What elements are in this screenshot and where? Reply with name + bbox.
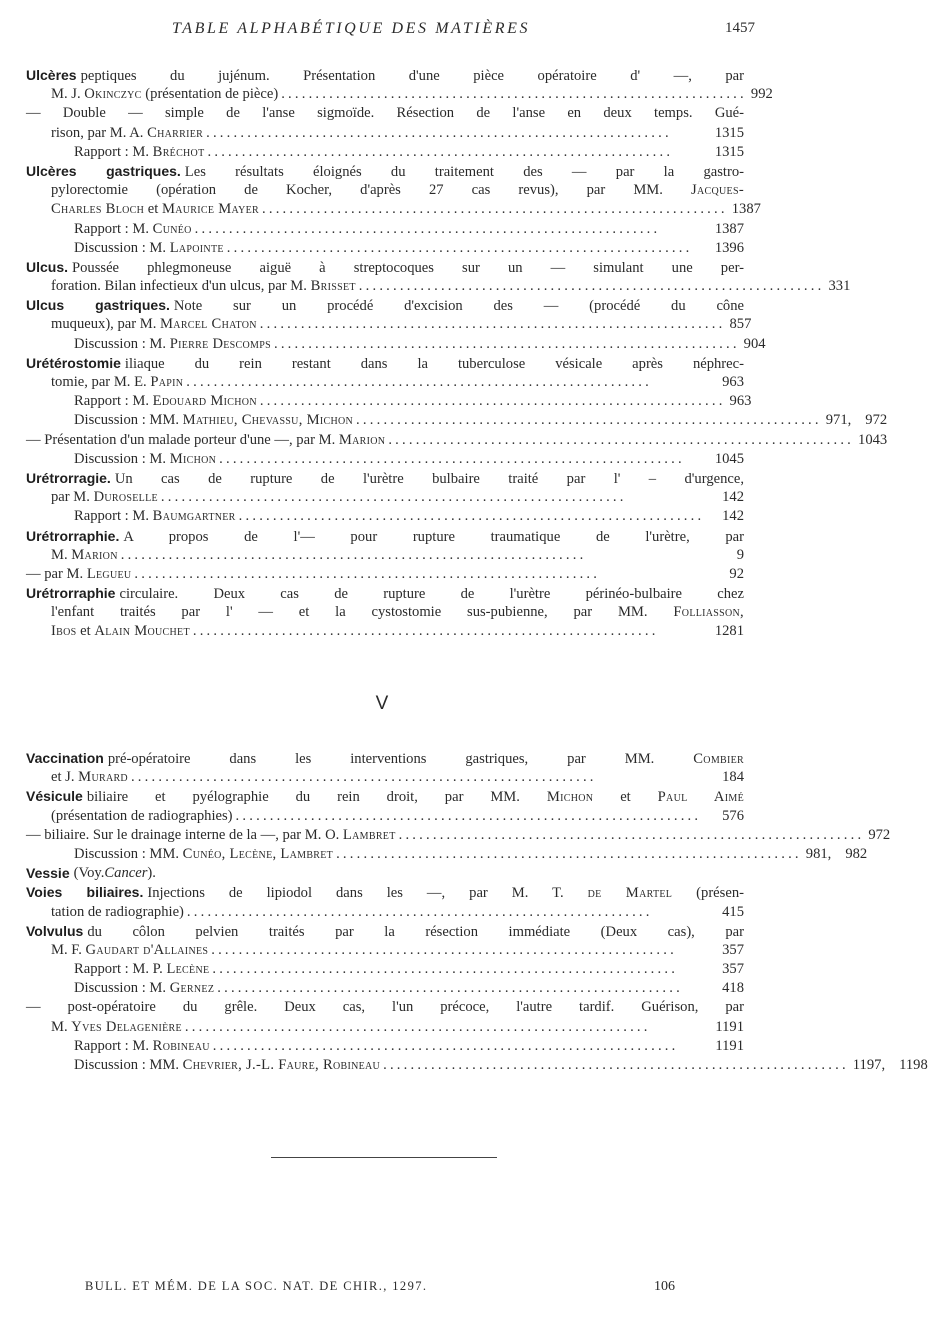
index-line: Volvulus du côlon pelvien traités par la résection immédiate (Deux cas), par (26, 922, 744, 940)
journal-reference: BULL. ET MÉM. DE LA SOC. NAT. DE CHIR., 1297. (85, 1279, 428, 1293)
index-line: et J. Murard .................................................................... 184 (26, 768, 744, 787)
author-name: Jacques- (691, 182, 744, 199)
page-ref: 963 (729, 393, 752, 410)
author-name: Legueu (86, 565, 132, 582)
index-line: Rapport : M. P. Lecène .................................................................... 357 (26, 960, 744, 979)
entry-keyword: Ulcus. (26, 258, 69, 275)
page-ref: 1191 (715, 1018, 744, 1035)
page-ref: 357 (722, 941, 744, 958)
author-name: Gaudart d'Allaines (85, 941, 209, 958)
running-header (0, 20, 800, 44)
page-ref: 1281 (714, 623, 744, 640)
closing-rule (271, 1157, 497, 1158)
page-ref: 972 (865, 412, 888, 429)
index-line: Vésicule biliaire et pyélographie du rein droit, par MM. Michon et Paul Aimé (26, 788, 744, 806)
author-name: Charrier (147, 124, 204, 141)
page-ref: 1191 (715, 1037, 744, 1054)
page-ref: 357 (722, 961, 744, 978)
section-letter-heading: V (375, 693, 389, 714)
entry-keyword: Volvulus (26, 922, 84, 939)
author-name: Okinczyc (84, 86, 142, 103)
index-line: — post-opératoire du grêle. Deux cas, l'un précoce, l'autre tardif. Guérison, par (26, 999, 744, 1016)
index-line: — par M. Legueu .................................................................... 92 (26, 565, 744, 584)
author-name: Michon (169, 450, 217, 467)
index-section-v (26, 749, 928, 1075)
entry-keyword: Urétrorraphie (26, 585, 116, 602)
page-ref: 1198 (899, 1057, 928, 1073)
entry-keyword: Ulcus gastriques. (26, 297, 170, 314)
index-line: Rapport : M. Baumgartner .................................................................... 142 (26, 507, 744, 526)
author-name: Baumgartner (152, 508, 236, 525)
cross-reference: Cancer (104, 865, 148, 882)
index-line: Discussion : M. Michon .................................................................... 1045 (26, 450, 744, 469)
index-line: M. Yves Delagenière .................................................................... 1191 (26, 1018, 744, 1037)
page-footer (85, 1279, 675, 1299)
entry-keyword: Ulcères gastriques. (26, 162, 181, 179)
author-name: Folliasson, (673, 604, 744, 621)
entry-keyword: Vessie (26, 865, 70, 882)
author-name: Bréchot (152, 143, 205, 160)
page-ref: 1315 (714, 124, 744, 141)
index-line: tomie, par M. E. Papin .................................................................... 963 (26, 373, 744, 392)
index-line: Urétrorragie. Un cas de rupture de l'urètre bulbaire traité par l' – d'urgence, (26, 469, 744, 487)
index-line: M. Marion .................................................................... 9 (26, 546, 744, 565)
index-line: (présentation de radiographies) .................................................................... 576 (26, 807, 744, 826)
index-line: pylorectomie (opération de Kocher, d'après 27 cas revus), par MM. Jacques- (51, 182, 744, 199)
entry-keyword: Vaccination (26, 750, 104, 766)
running-title: TABLE ALPHABÉTIQUE DES MATIÈRES (172, 20, 531, 37)
index-line: Discussion : M. Pierre Descomps .................................................................... 904 (26, 335, 744, 354)
author-name: Combier (693, 751, 744, 767)
author-name: Papin (150, 374, 184, 390)
page-ref: 982 (845, 845, 868, 862)
page-ref: 1387 (714, 220, 744, 237)
author-name: Marion (71, 546, 118, 563)
index-line: Discussion : MM. Cunéo, Lecène, Lambret .................................................................... 981, 982 (26, 845, 744, 864)
author-name: Robineau (152, 1037, 210, 1054)
page-ref: 331 (828, 278, 851, 295)
entry-keyword: Urétrorragie. (26, 469, 111, 486)
index-line: foration. Bilan infectieux d'un ulcus, par M. Brisset .................................................................... 331 (26, 277, 744, 296)
page-ref: 972 (868, 826, 891, 843)
author-name: de Martel (587, 885, 673, 902)
index-line: rison, par M. A. Charrier .................................................................... 1315 (26, 124, 744, 143)
index-line: tation de radiographie) .................................................................... 415 (26, 903, 744, 922)
index-line: Ulcères gastriques. Les résultats éloignés du traitement des — par la gastro- (26, 162, 745, 180)
page-ref: 1387 (731, 201, 761, 218)
index-line: Discussion : MM. Chevrier, J.-L. Faure, Robineau .................................................................... 1197, 1198 (26, 1056, 744, 1075)
index-line: l'enfant traités par l' — et la cystostomie sus-pubienne, par MM. Folliasson, (51, 604, 744, 621)
author-name: Ibos (51, 623, 77, 640)
index-line: par M. Duroselle .................................................................... 142 (26, 488, 744, 507)
page-ref: 981, (805, 845, 832, 862)
page-ref: 142 (722, 508, 744, 525)
entry-keyword: Urétérostomie (26, 354, 121, 371)
author-name: Yves Delagenière (71, 1018, 182, 1035)
index-line: Voies biliaires. Injections de lipiodol dans les —, par M. T. de Martel (présen- (26, 884, 744, 902)
author-name: Paul Aimé (657, 789, 744, 806)
author-name: Marion (338, 431, 386, 448)
page-ref: 9 (736, 546, 744, 563)
index-line: Ulcus gastriques. Note sur un procédé d'excision des — (procédé du cône (26, 297, 745, 315)
index-line: Charles Bloch et Maurice Mayer .................................................................... 1387 (26, 200, 744, 219)
author-name: Duroselle (93, 489, 158, 506)
index-section-u (26, 66, 888, 642)
index-line: Rapport : M. Bréchot .................................................................... 1315 (26, 143, 744, 162)
index-line: Ulcus. Poussée phlegmoneuse aiguë à streptocoques sur un — simulant une per- (26, 258, 744, 276)
page-ref: 1197, (852, 1057, 886, 1073)
author-name: Gernez (169, 980, 215, 997)
page-ref: 1045 (714, 450, 744, 467)
index-line: Vaccination pré-opératoire dans les interventions gastriques, par MM. Combier (26, 750, 744, 767)
author-name: Alain Mouchet (94, 623, 190, 640)
index-line: Urétrorraphie. A propos de l'— pour rupture traumatique de l'urètre, par (26, 527, 744, 545)
page-ref: 184 (722, 769, 744, 786)
index-line: M. F. Gaudart d'Allaines .................................................................... 357 (26, 941, 744, 960)
author-name: Lapointe (169, 239, 224, 256)
entry-keyword: Vésicule (26, 788, 83, 805)
author-name: Cunéo, Lecène, Lambret (182, 845, 334, 862)
author-name: Chevrier, J.-L. Faure, Robineau (182, 1057, 381, 1073)
entry-keyword: Urétrorraphie. (26, 527, 120, 544)
author-name: Mathieu, Chevassu, Michon (182, 412, 354, 429)
page-ref: 857 (729, 316, 752, 333)
author-name: Edouard Michon (152, 393, 257, 410)
entry-keyword: Voies biliaires. (26, 884, 144, 901)
page-ref: 1396 (714, 239, 744, 256)
author-name: Cunéo (152, 220, 192, 237)
page-ref: 92 (729, 565, 744, 582)
index-line: muqueux), par M. Marcel Chaton .................................................................... 857 (26, 315, 744, 334)
page-ref: 904 (743, 335, 766, 352)
page-ref: 576 (722, 807, 744, 824)
index-line: — Double — simple de l'anse sigmoïde. Résection de l'anse en deux temps. Gué- (26, 105, 744, 122)
entry-keyword: Ulcères (26, 67, 77, 83)
author-name: Brisset (310, 278, 356, 295)
page-ref: 971, (825, 412, 852, 429)
author-name: Maurice Mayer (161, 201, 260, 218)
sheet-number: 106 (654, 1279, 675, 1294)
index-line: Urétérostomie iliaque du rein restant dans la tuberculose vésicale après néphrec- (26, 354, 744, 372)
author-name: Lambret (342, 826, 396, 843)
page-ref: 418 (722, 980, 744, 997)
author-name: Michon (546, 789, 594, 806)
index-line: Discussion : M. Gernez .................................................................... 418 (26, 979, 744, 998)
index-line: — biliaire. Sur le drainage interne de la —, par M. O. Lambret .................................................................... 972 (26, 826, 744, 845)
index-line: Discussion : M. Lapointe .................................................................... 1396 (26, 239, 744, 258)
index-line: — Présentation d'un malade porteur d'une —, par M. Marion .................................................................... 1043 (26, 431, 744, 450)
page-number: 1457 (725, 20, 755, 36)
page-ref: 142 (722, 489, 744, 506)
author-name: Marcel Chaton (160, 316, 257, 333)
index-line: Rapport : M. Edouard Michon .................................................................... 963 (26, 392, 744, 411)
author-name: Lecène (166, 961, 210, 978)
index-line: M. J. Okinczyc (présentation de pièce) .................................................................... 992 (26, 85, 744, 104)
page-ref: 992 (750, 86, 773, 103)
index-line: Discussion : MM. Mathieu, Chevassu, Michon .................................................................... 971, 972 (26, 411, 744, 430)
page-ref: 1043 (858, 431, 888, 448)
index-line: Rapport : M. Robineau .................................................................... 1191 (26, 1037, 744, 1056)
page-ref: 963 (722, 374, 744, 390)
page-ref: 415 (722, 903, 744, 920)
author-name: Murard (78, 769, 128, 786)
index-line: Urétrorraphie circulaire. Deux cas de rupture de l'urètre périnéo-bulbaire chez (26, 585, 744, 603)
index-line: Ibos et Alain Mouchet .................................................................... 1281 (26, 622, 744, 641)
index-line: Vessie (Voy. Cancer ). (26, 864, 744, 883)
index-line: Rapport : M. Cunéo .................................................................... 1387 (26, 220, 744, 239)
page-ref: 1315 (714, 143, 744, 160)
author-name: Charles Bloch (51, 201, 145, 218)
author-name: Pierre Descomps (169, 335, 271, 352)
index-line: Ulcères peptiques du jujénum. Présentation d'une pièce opératoire d' —, par (26, 67, 744, 84)
